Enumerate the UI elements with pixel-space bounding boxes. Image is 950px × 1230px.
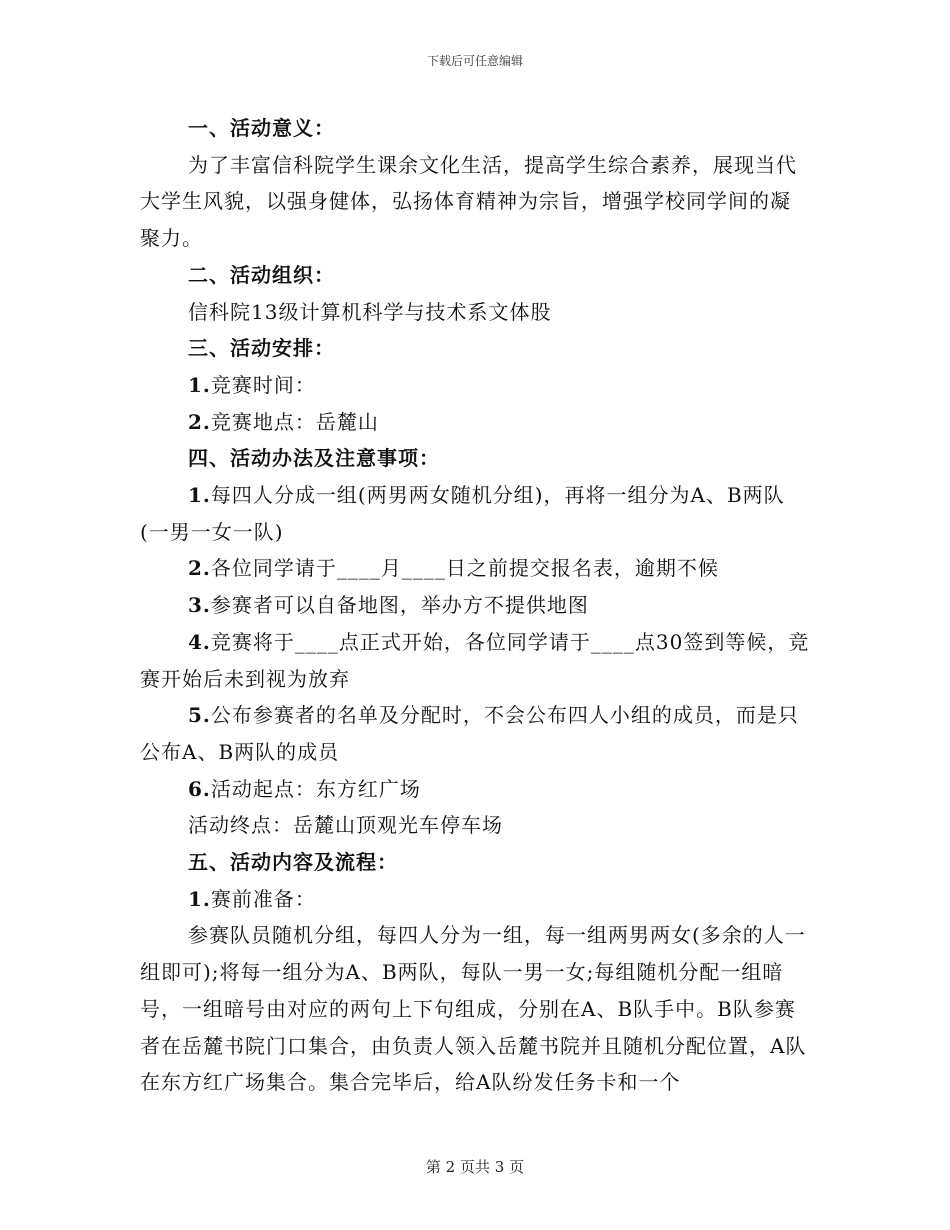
list-text: 竞赛将于____点正式开始，各位同学请于____点30签到等候，竞赛开始后未到视为放弃 bbox=[140, 629, 810, 691]
list-text: 每四人分成一组(两男两女随机分组)，再将一组分为A、B两队(一男一女一队) bbox=[140, 483, 785, 544]
section-body-1: 为了丰富信科院学生课余文化生活，提高学生综合素养，展现当代大学生风貌，以强身健体，弘扬体育精神为宗旨，增强学校同学间的凝聚力。 bbox=[140, 152, 797, 251]
list-text: 竞赛时间： bbox=[210, 372, 316, 397]
list-number: 2. bbox=[188, 409, 211, 434]
section-heading-2: 二、活动组织： bbox=[188, 262, 335, 287]
list-number: 1. bbox=[188, 483, 211, 508]
list-number: 5. bbox=[188, 703, 211, 728]
list-number: 1. bbox=[188, 372, 211, 397]
page-header: 下载后可任意编辑 bbox=[426, 54, 523, 68]
list-text: 赛前准备： bbox=[210, 886, 316, 911]
list-number: 2. bbox=[188, 556, 211, 581]
section-heading-1: 一、活动意义： bbox=[188, 116, 335, 140]
list-number: 4. bbox=[188, 629, 211, 654]
document-body bbox=[140, 110, 810, 1101]
page-footer: 第 2 页共 3 页 bbox=[425, 1158, 525, 1176]
list-item bbox=[140, 587, 810, 624]
list-item bbox=[140, 771, 810, 808]
section-body-5: 参赛队员随机分组，每四人分为一组，每一组两男两女(多余的人一组即可);将每一组分为A、B两队，每队一男一女;每组随机分配一组暗号，一组暗号由对应的两句上下句组成，分别在A、B队手中。B队参赛者在岳麓书院门口集合，由负责人领入岳麓书院并且随机分配位置，A队在东方红广场集合。集合完毕后，给A队纷发任务卡和一个 bbox=[140, 923, 807, 1095]
list-item bbox=[140, 477, 810, 550]
list-item bbox=[140, 367, 810, 404]
list-item bbox=[140, 404, 810, 441]
list-text: 参赛者可以自备地图，举办方不提供地图 bbox=[210, 593, 589, 618]
list-item bbox=[140, 624, 810, 697]
list-item bbox=[140, 550, 810, 587]
list-text: 竞赛地点：岳麓山 bbox=[210, 409, 379, 434]
list-text: 各位同学请于____月____日之前提交报名表，逾期不候 bbox=[210, 556, 719, 581]
section-heading-5: 五、活动内容及流程： bbox=[188, 850, 398, 875]
section-heading-3: 三、活动安排： bbox=[188, 336, 335, 361]
endpoint-line: 活动终点：岳麓山顶观光车停车场 bbox=[188, 813, 503, 838]
section-body-2: 信科院13级计算机科学与技术系文体股 bbox=[188, 299, 552, 324]
list-text: 公布参赛者的名单及分配时，不会公布四人小组的成员，而是只公布A、B两队的成员 bbox=[140, 703, 799, 764]
list-text: 活动起点：东方红广场 bbox=[210, 776, 421, 801]
list-number: 3. bbox=[188, 593, 211, 618]
list-number: 1. bbox=[188, 886, 211, 911]
section-heading-4: 四、活动办法及注意事项： bbox=[188, 446, 440, 471]
list-item bbox=[140, 697, 810, 770]
list-number: 6. bbox=[188, 776, 211, 801]
list-item bbox=[140, 881, 810, 918]
